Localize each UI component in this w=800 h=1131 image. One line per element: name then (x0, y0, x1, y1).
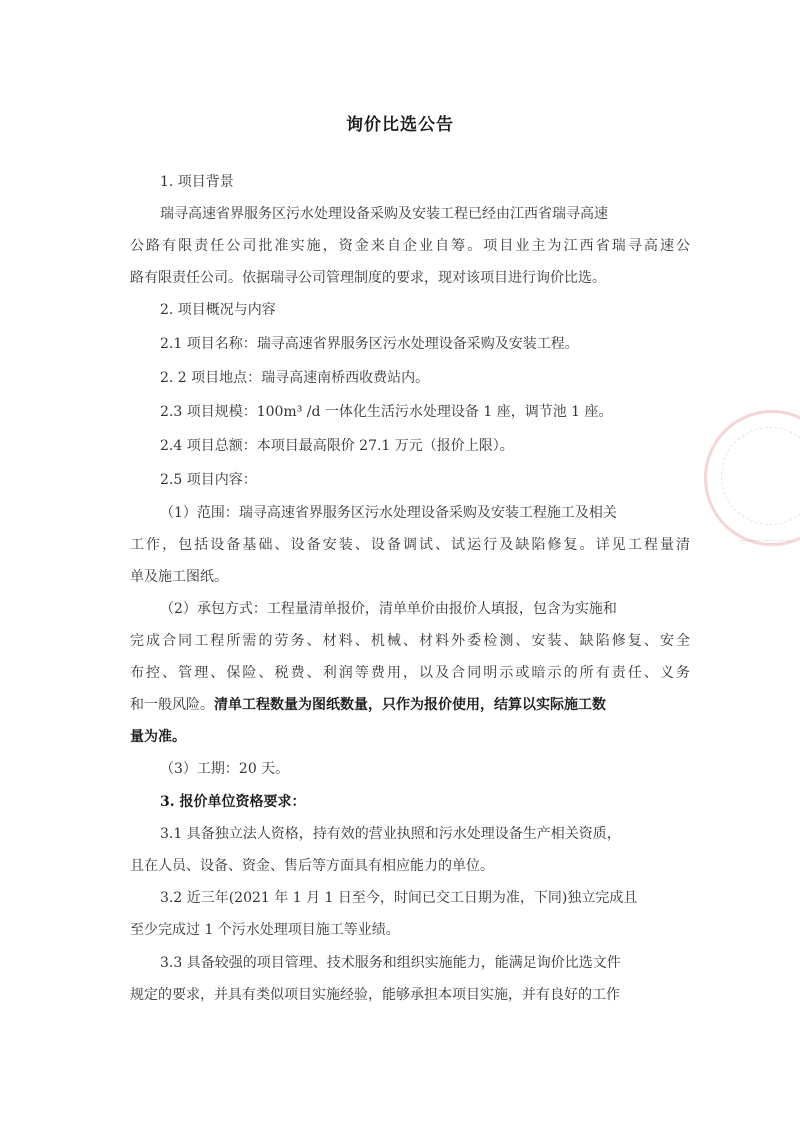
paragraph-line (130, 695, 690, 715)
emphasis-line: 量为准。 (130, 729, 186, 745)
paragraph-line: 2.3 项目规模：100m³ /d 一体化生活污水处理设备 1 座，调节池 1 座。 (160, 404, 613, 420)
paragraph-line: 完成合同工程所需的劳务、材料、机械、材料外委检测、安装、缺陷修复、安全 (130, 633, 690, 649)
paragraph-line: 2. 2 项目地点：瑞寻高速南桥西收费站内。 (160, 370, 430, 386)
page-title: 询价比选公告 (346, 115, 454, 135)
paragraph-line: 2.4 项目总额：本项目最高限价 27.1 万元（报价上限）。 (160, 438, 514, 454)
seal-trace-mark (740, 540, 790, 547)
paragraph-line: 单及施工图纸。 (130, 569, 228, 585)
paragraph-line: 公路有限责任公司批准实施，资金来自企业自筹。项目业主为江西省瑞寻高速公 (130, 238, 690, 254)
paragraph-line: 瑞寻高速省界服务区污水处理设备采购及安装工程已经由江西省瑞寻高速 (160, 206, 608, 222)
emphasis-text: 清单工程数量为图纸数量，只作为报价使用，结算以实际施工数 (214, 697, 606, 713)
paragraph-line: 布控、管理、保险、税费、利润等费用，以及合同明示或暗示的所有责任、义务 (130, 665, 690, 681)
paragraph-line: 且在人员、设备、资金、售后等方面具有相应能力的单位。 (130, 858, 494, 874)
section-heading-1: 1. 项目背景 (160, 174, 234, 190)
paragraph-text: 和一般风险。 (130, 697, 214, 713)
paragraph-line: （1）范围：瑞寻高速省界服务区污水处理设备采购及安装工程施工及相关 (160, 505, 617, 521)
official-seal-fragment (704, 410, 800, 546)
paragraph-line: 2.5 项目内容： (160, 472, 257, 488)
section-heading-2: 2. 项目概况与内容 (160, 302, 276, 318)
paragraph-line: 3.2 近三年(2021 年 1 月 1 日至今，时间已交工日期为准，下同)独立完成且 (160, 890, 638, 906)
paragraph-line: 2.1 项目名称：瑞寻高速省界服务区污水处理设备采购及安装工程。 (160, 336, 579, 352)
seal-inner-ring (721, 427, 800, 525)
paragraph-line: 路有限责任公司。依据瑞寻公司管理制度的要求，现对该项目进行询价比选。 (130, 270, 606, 286)
paragraph-line: （2）承包方式：工程量清单报价，清单单价由报价人填报，包含为实施和 (160, 601, 617, 617)
paragraph-line: 至少完成过 1 个污水处理项目施工等业绩。 (130, 922, 400, 938)
paragraph-line: 3.1 具备独立法人资格，持有效的营业执照和污水处理设备生产相关资质， (160, 826, 621, 842)
section-heading-3: 3. 报价单位资格要求： (160, 794, 306, 810)
paragraph-line: 规定的要求，并具有类似项目实施经验，能够承担本项目实施，并有良好的工作 (130, 987, 620, 1003)
paragraph-line: （3）工期：20 天。 (160, 761, 290, 777)
paragraph-line: 3.3 具备较强的项目管理、技术服务和组织实施能力，能满足询价比选文件 (160, 955, 621, 971)
paragraph-line: 工作，包括设备基础、设备安装、设备调试、试运行及缺陷修复。详见工程量清 (130, 537, 690, 553)
